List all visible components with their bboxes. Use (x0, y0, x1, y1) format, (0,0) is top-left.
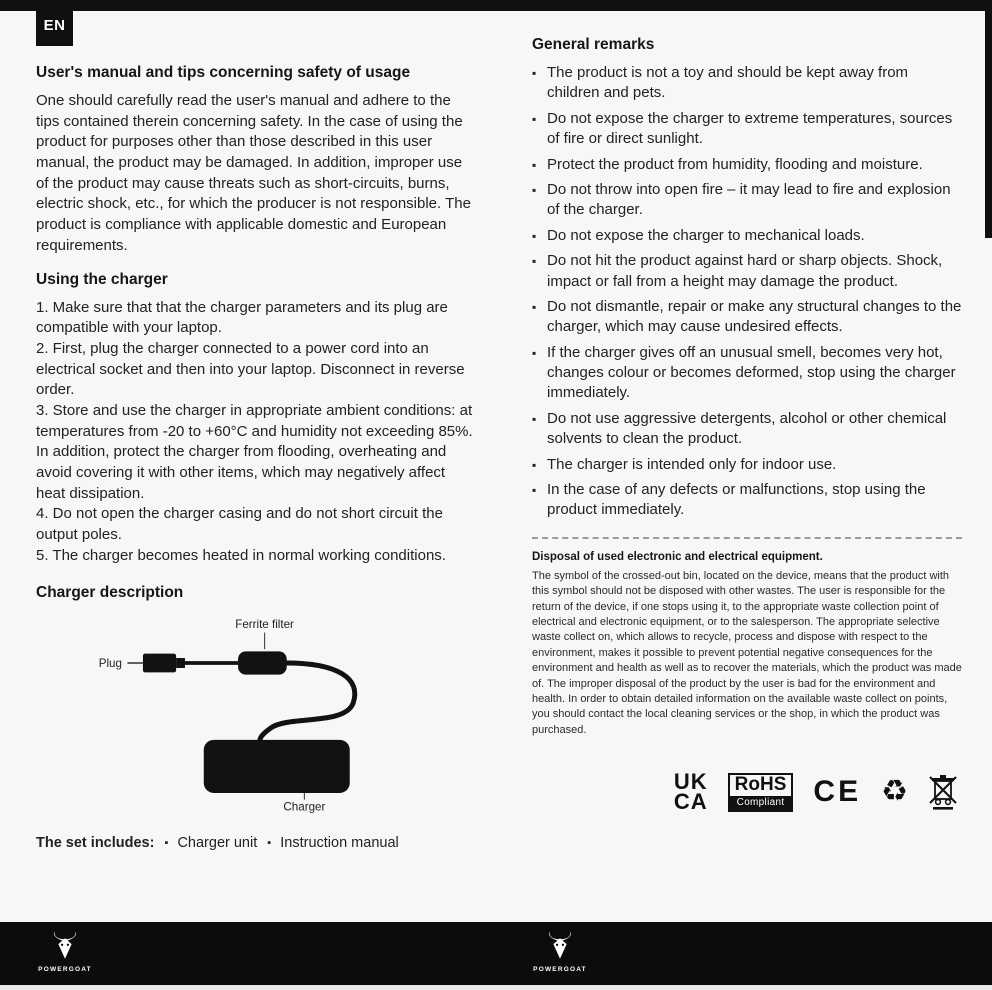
ce-mark: CE (813, 775, 862, 809)
ferrite-filter-shape (238, 652, 287, 675)
general-remark: ▪ The charger is intended only for indoor use. (532, 455, 962, 475)
disposal-body: The symbol of the crossed-out bin, located on the device, means that the product with this symbol should not be disposed with other wastes. The user is responsible for the return of the device, if one stops using it, to the appropriate waste collection point of electrical and electronic equipment, or to the salesperson. The appropriate selective waste collect on, which allows to recycle, process and dispose with respect to the environment, makes it possible to prevent potential negative consequences for the environment and health as well as to recover the materials, which the product was made of. The improper disposal of the product by the user is bad for the environment and health. In order to obtain detailed information on the available waste collect on points, you should contact the local cleaning services or the shop, in which the product was purchased. (532, 569, 962, 736)
general-remarks-list (532, 63, 962, 521)
manual-section-body: One should carefully read the user's manual and adhere to the tips contained therein concerning safety. In the case of using the product for purposes other than those described in this user manual, the product may be damaged. In addition, improper use of the product may cause threats such as short-circuits, burns, electric shock, etc., for which the producer is not responsible. The product is compliance with applicable domestic and European requirements. (36, 92, 471, 254)
ferrite-filter-label: Ferrite filter (235, 618, 294, 632)
rohs-compliant-label: Compliant (730, 796, 792, 810)
left-column (36, 64, 474, 851)
powergoat-logo (36, 929, 94, 979)
charger-label: Charger (283, 801, 326, 815)
rohs-label: RoHS (734, 773, 787, 795)
charger-body-shape (204, 740, 350, 793)
using-item: 2. First, plug the charger connected to a power cord into an electrical socket and then into your laptop. Disconnect in reverse order. (36, 339, 465, 399)
general-remark: ▪ Do not use aggressive detergents, alcohol or other chemical solvents to clean the product. (532, 409, 962, 450)
using-item: 4. Do not open the charger casing and do not short circuit the output poles. (36, 505, 443, 544)
charger-diagram (98, 616, 474, 815)
general-remark: ▪ Do not expose the charger to extreme temperatures, sources of fire or direct sunlight. (532, 109, 962, 150)
plug-connector-shape (143, 654, 176, 673)
charger-diagram-graphic (98, 616, 398, 815)
ukca-mark (673, 769, 708, 815)
plug-neck-shape (176, 658, 185, 668)
general-remark: ▪ Do not throw into open fire – it may lead to fire and explosion of the charger. (532, 180, 962, 221)
powergoat-logo (531, 929, 589, 979)
certification-marks-row (532, 769, 962, 815)
general-remark: ▪ Do not hit the product against hard or sharp objects. Shock, impact or fall from a height may damage the product. (532, 251, 962, 292)
rohs-mark (728, 773, 794, 812)
general-remark: ▪ The product is not a toy and should be kept away from children and pets. (532, 63, 962, 104)
powergoat-wordmark: POWERGOAT (38, 966, 92, 973)
using-item: 1. Make sure that that the charger parameters and its plug are compatible with your laptop. (36, 298, 448, 337)
weee-crossed-bin-icon (928, 773, 958, 811)
general-remarks-title: General remarks (532, 36, 655, 53)
using-item: 5. The charger becomes heated in normal working conditions. (36, 546, 446, 564)
manual-section-title: User's manual and tips concerning safety of usage (36, 64, 411, 81)
set-includes-line (36, 835, 474, 851)
set-includes-item: ▪ Instruction manual (267, 835, 398, 851)
dashed-divider (532, 537, 962, 539)
general-remark: ▪ Protect the product from humidity, flooding and moisture. (532, 155, 962, 175)
general-remark: ▪ Do not expose the charger to mechanical loads. (532, 226, 962, 246)
language-badge (36, 5, 73, 46)
ukca-bottom: CA (673, 789, 708, 815)
goat-emblem-icon (538, 929, 582, 965)
using-item: 3. Store and use the charger in appropriate ambient conditions: at temperatures from -20 to +60°C and humidity not exceeding 85%. In addition, protect the charger from flooding, overheating and avoid covering it with other items, which may negatively affect heat dissipation. (36, 401, 473, 502)
set-includes-item: ▪ Charger unit (164, 835, 257, 851)
general-remark: ▪ Do not dismantle, repair or make any structural changes to the charger, which may cause undesired effects. (532, 297, 962, 338)
general-remark: ▪ In the case of any defects or malfunctions, stop using the product immediately. (532, 480, 962, 521)
plug-label: Plug (98, 657, 122, 671)
goat-emblem-icon (43, 929, 87, 965)
top-black-bar (0, 0, 992, 11)
right-column (532, 36, 962, 813)
ukca-top: UK (673, 769, 708, 795)
right-edge-strip (985, 0, 992, 238)
using-section-title: Using the charger (36, 270, 168, 288)
general-remark: ▪ If the charger gives off an unusual smell, becomes very hot, changes colour or becomes deformed, stop using the charger immediately. (532, 343, 962, 404)
footer-bar (0, 922, 992, 985)
language-badge-label: EN (43, 17, 66, 34)
description-section-title: Charger description (36, 584, 184, 602)
recycle-icon: ♻ (881, 775, 908, 809)
powergoat-wordmark: POWERGOAT (533, 966, 587, 973)
disposal-title: Disposal of used electronic and electrical equipment. (532, 550, 823, 563)
cable-curve (260, 663, 355, 744)
set-includes-label: The set includes: (36, 835, 155, 852)
bottom-page-edge (0, 985, 992, 990)
